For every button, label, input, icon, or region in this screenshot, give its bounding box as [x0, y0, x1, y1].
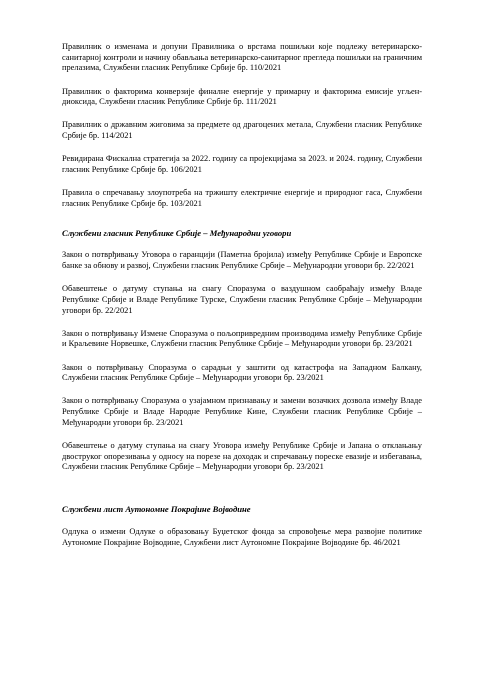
regulation-entry: Правилник о факторима конверзије финалне енергије у примарну и факторима емисије угљен-диоксида, Службени гласник Републике Србије бр. 111/2021: [62, 86, 422, 107]
agreement-entry: Закон о потврђивању Измене Споразума о пољопривредним производима између Републике Србије и Краљевине Норвешке, Службени гласник Републике Србије – Међународни уговори бр. 23/2021: [62, 328, 422, 349]
agreement-entry: Закон о потврђивању Уговора о гаранцији (Паметна бројила) између Републике Србије и Европске банке за обнову и развој, Службени гласник Републике Србије – Међународни уговори бр. 22/2021: [62, 250, 422, 271]
regulation-entry: Правилник о изменама и допуни Правилника о врстама пошиљки које подлежу ветеринарско-санитарној контроли и начину обављања ветеринарско-санитарног прегледа пошиљки на граничним прелазима, Службени гласник Републике Србије бр. 110/2021: [62, 42, 422, 73]
regulation-entry: Правила о спречавању злоупотреба на тржишту електричне енергије и природног гаса, Службени гласник Републике Србије бр. 103/2021: [62, 187, 422, 208]
vojvodina-entry: Одлука о измени Одлуке о образовању Буџетског фонда за спровођење мера развојне политике Аутономне Покрајине Војводине, Службени лист Аутономне Покрајине Војводине бр. 46/2021: [62, 527, 422, 547]
regulation-entry: Ревидирана Фискална стратегија за 2022. годину са пројекцијама за 2023. и 2024. годину, Службени гласник Републике Србије бр. 106/2021: [62, 154, 422, 174]
section-title-international-agreements: Службени гласник Републике Србије – Међународни уговори: [62, 227, 292, 238]
agreement-entry: Обавештење о датуму ступања на снагу Уговора између Републике Србије и Јапана о отклањању двоструког опорезивања у односу на порезе на доходак и спречавању пореске евазије и избегавања, Службени гласник Републике Србије – Међународни уговори бр. 23/2021: [62, 440, 422, 472]
agreement-entry: Обавештење о датуму ступања на снагу Споразума о ваздушном саобраћају између Владе Републике Србије и Владе Републике Турске, Службени гласник Републике Србије – Међународни уговори бр. 22/2021: [62, 284, 422, 315]
section-title-vojvodina-gazette: Службени лист Аутономне Покрајине Војводине: [62, 504, 251, 515]
agreement-entry: Закон о потврђивању Споразума о узајамном признавању и замени возачких дозвола између Владе Републике Србије и Владе Народне Републике Кине, Службени гласник Републике Србије – Међународни уговори бр. 23/2021: [62, 396, 422, 427]
agreement-entry: Закон о потврђивању Споразума о сарадњи у заштити од катастрофа на Западном Балкану, Службени гласник Републике Србије – Међународни уговори бр. 23/2021: [62, 362, 422, 383]
document-page: [62, 42, 422, 561]
regulation-entry: Правилник о државним жиговима за предмете од драгоцених метала, Службени гласник Републике Србије бр. 114/2021: [62, 120, 422, 140]
section-spacer: [62, 485, 422, 504]
